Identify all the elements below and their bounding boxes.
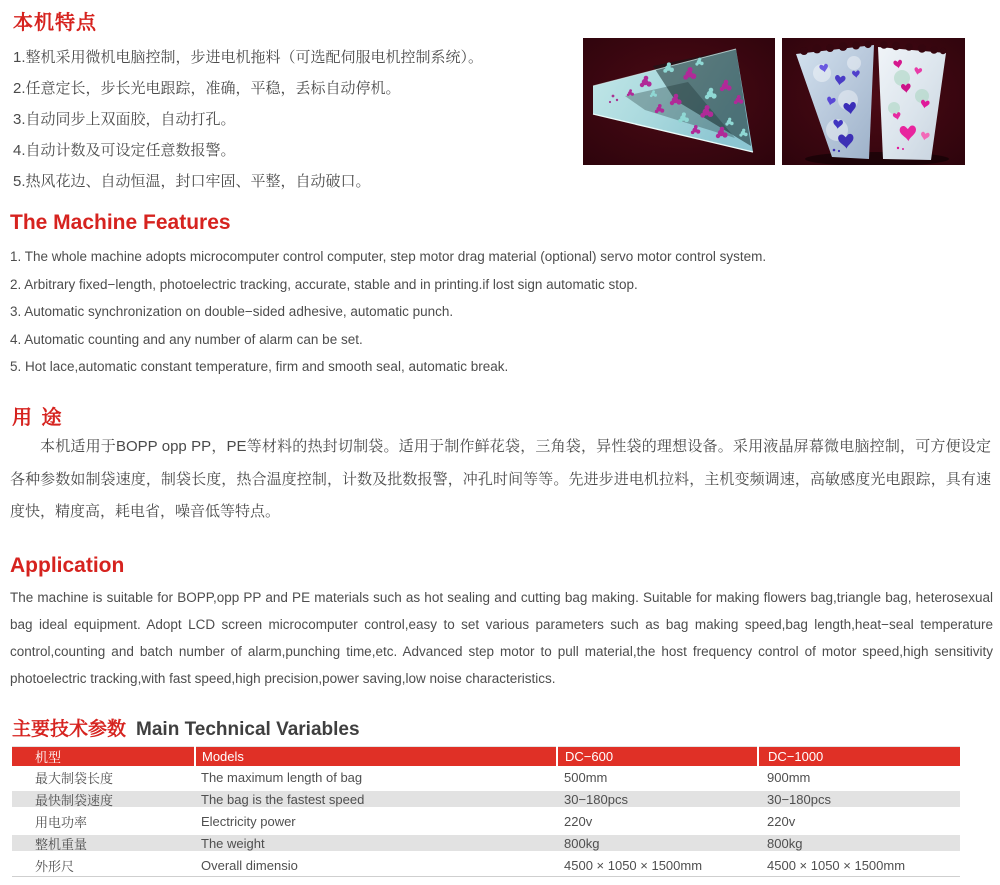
table-cell: 500mm xyxy=(564,769,608,785)
list-item: 4.自动计数及可设定任意数报警。 xyxy=(13,142,236,159)
list-item: 3. Automatic synchronization on double−sided adhesive, automatic punch. xyxy=(10,304,454,320)
header-cell-dc1000: DC−1000 xyxy=(758,747,960,767)
list-item: 5.热风花边、自动恒温，封口牢固、平整，自动破口。 xyxy=(13,173,371,190)
table-cell: 最快制袋速度 xyxy=(12,788,195,810)
table-cell: Electricity power xyxy=(201,813,296,829)
header-cell-model-cn: 机型 xyxy=(12,747,195,767)
table-cell: 4500 × 1050 × 1500mm xyxy=(557,854,758,877)
table-row xyxy=(12,854,960,877)
table-row xyxy=(12,766,960,788)
usage-paragraph: 本机适用于BOPP opp PP，PE等材料的热封切制袋。适用于制作鲜花袋，三角袋，异性袋的理想设备。采用液晶屏幕微电脑控制，可方便设定各种参数如制袋速度，制袋长度，热合温度控制，计数及批数报警，冲孔时间等等。先进步进电机拉料，主机变频调速，高敏感度光电跟踪，具有速度快，精度高，耗电省，噪音低等特点。 xyxy=(10,438,991,520)
table-cell: 最大制袋长度 xyxy=(35,770,114,786)
table-cell: Overall dimensio xyxy=(195,854,557,877)
product-photo-heart-bags xyxy=(782,38,965,165)
list-item: 1.整机采用微机电脑控制，步进电机拖料（可选配伺服电机控制系统）。 xyxy=(13,49,484,66)
table-cell: 用电功率 xyxy=(35,814,88,830)
table-cell: 220v xyxy=(767,813,796,829)
features-en-list xyxy=(10,243,995,381)
table-cell: 800kg xyxy=(758,832,960,854)
list-item: 1. The whole machine adopts microcomputer control computer, step motor drag material (optional) servo motor control system. xyxy=(10,249,767,264)
tech-title-en: Main Technical Variables xyxy=(136,719,360,740)
features-cn-list xyxy=(13,42,573,197)
list-item: 5. Hot lace,automatic constant temperature, firm and smooth seal, automatic break. xyxy=(10,359,509,375)
table-cell: 800kg xyxy=(557,832,758,854)
application-paragraph: The machine is suitable for BOPP,opp PP and PE materials such as hot sealing and cutting bag making. Suitable for making flowers bag,triangle bag, heterosexual bag ideal equipment. Adopt LCD screen microcomputer control,easy to set various parameters such as bag making speed,bag length,heat−seal temperature control,counting and batch number of alarm,punching time,etc. Advanced step motor to pull material,the host frequency control of motor speed,high sensitivity photoelectric tracking,with fast speed,high precision,power saving,low noise characteristics. xyxy=(10,590,993,686)
features-cn-title: 本机特点 xyxy=(13,12,97,34)
table-cell: 220v xyxy=(564,813,593,829)
table-header-row xyxy=(12,747,960,767)
spec-table xyxy=(12,746,960,877)
table-row xyxy=(12,788,960,810)
header-cell-models: Models xyxy=(195,747,557,767)
table-row xyxy=(12,832,960,854)
table-cell: 30−180pcs xyxy=(758,788,960,810)
list-item: 4. Automatic counting and any number of alarm can be set. xyxy=(10,331,363,347)
tech-title-cn: 主要技术参数 xyxy=(12,719,127,740)
table-cell: 外形尺 xyxy=(12,854,195,877)
table-row xyxy=(12,810,960,832)
tech-section-title xyxy=(12,714,360,741)
table-cell: The bag is the fastest speed xyxy=(195,788,557,810)
features-en-title: The Machine Features xyxy=(10,211,231,234)
table-cell: 30−180pcs xyxy=(557,788,758,810)
application-title: Application xyxy=(10,554,125,577)
usage-title: 用 途 xyxy=(12,407,64,429)
header-cell-dc600: DC−600 xyxy=(557,747,758,767)
table-cell: 4500 × 1050 × 1500mm xyxy=(758,854,960,877)
table-cell: 整机重量 xyxy=(12,832,195,854)
list-item: 2. Arbitrary fixed−length, photoelectric tracking, accurate, stable and in printing.if lost sign automatic stop. xyxy=(10,276,638,292)
table-cell: The weight xyxy=(195,832,557,854)
table-cell: 900mm xyxy=(767,769,811,785)
product-photo-cone-bag xyxy=(583,38,775,165)
list-item: 2.任意定长，步长光电跟踪，准确，平稳，丢标自动停机。 xyxy=(13,80,401,97)
table-cell: The maximum length of bag xyxy=(201,769,363,785)
list-item: 3.自动同步上双面胶，自动打孔。 xyxy=(13,111,236,128)
